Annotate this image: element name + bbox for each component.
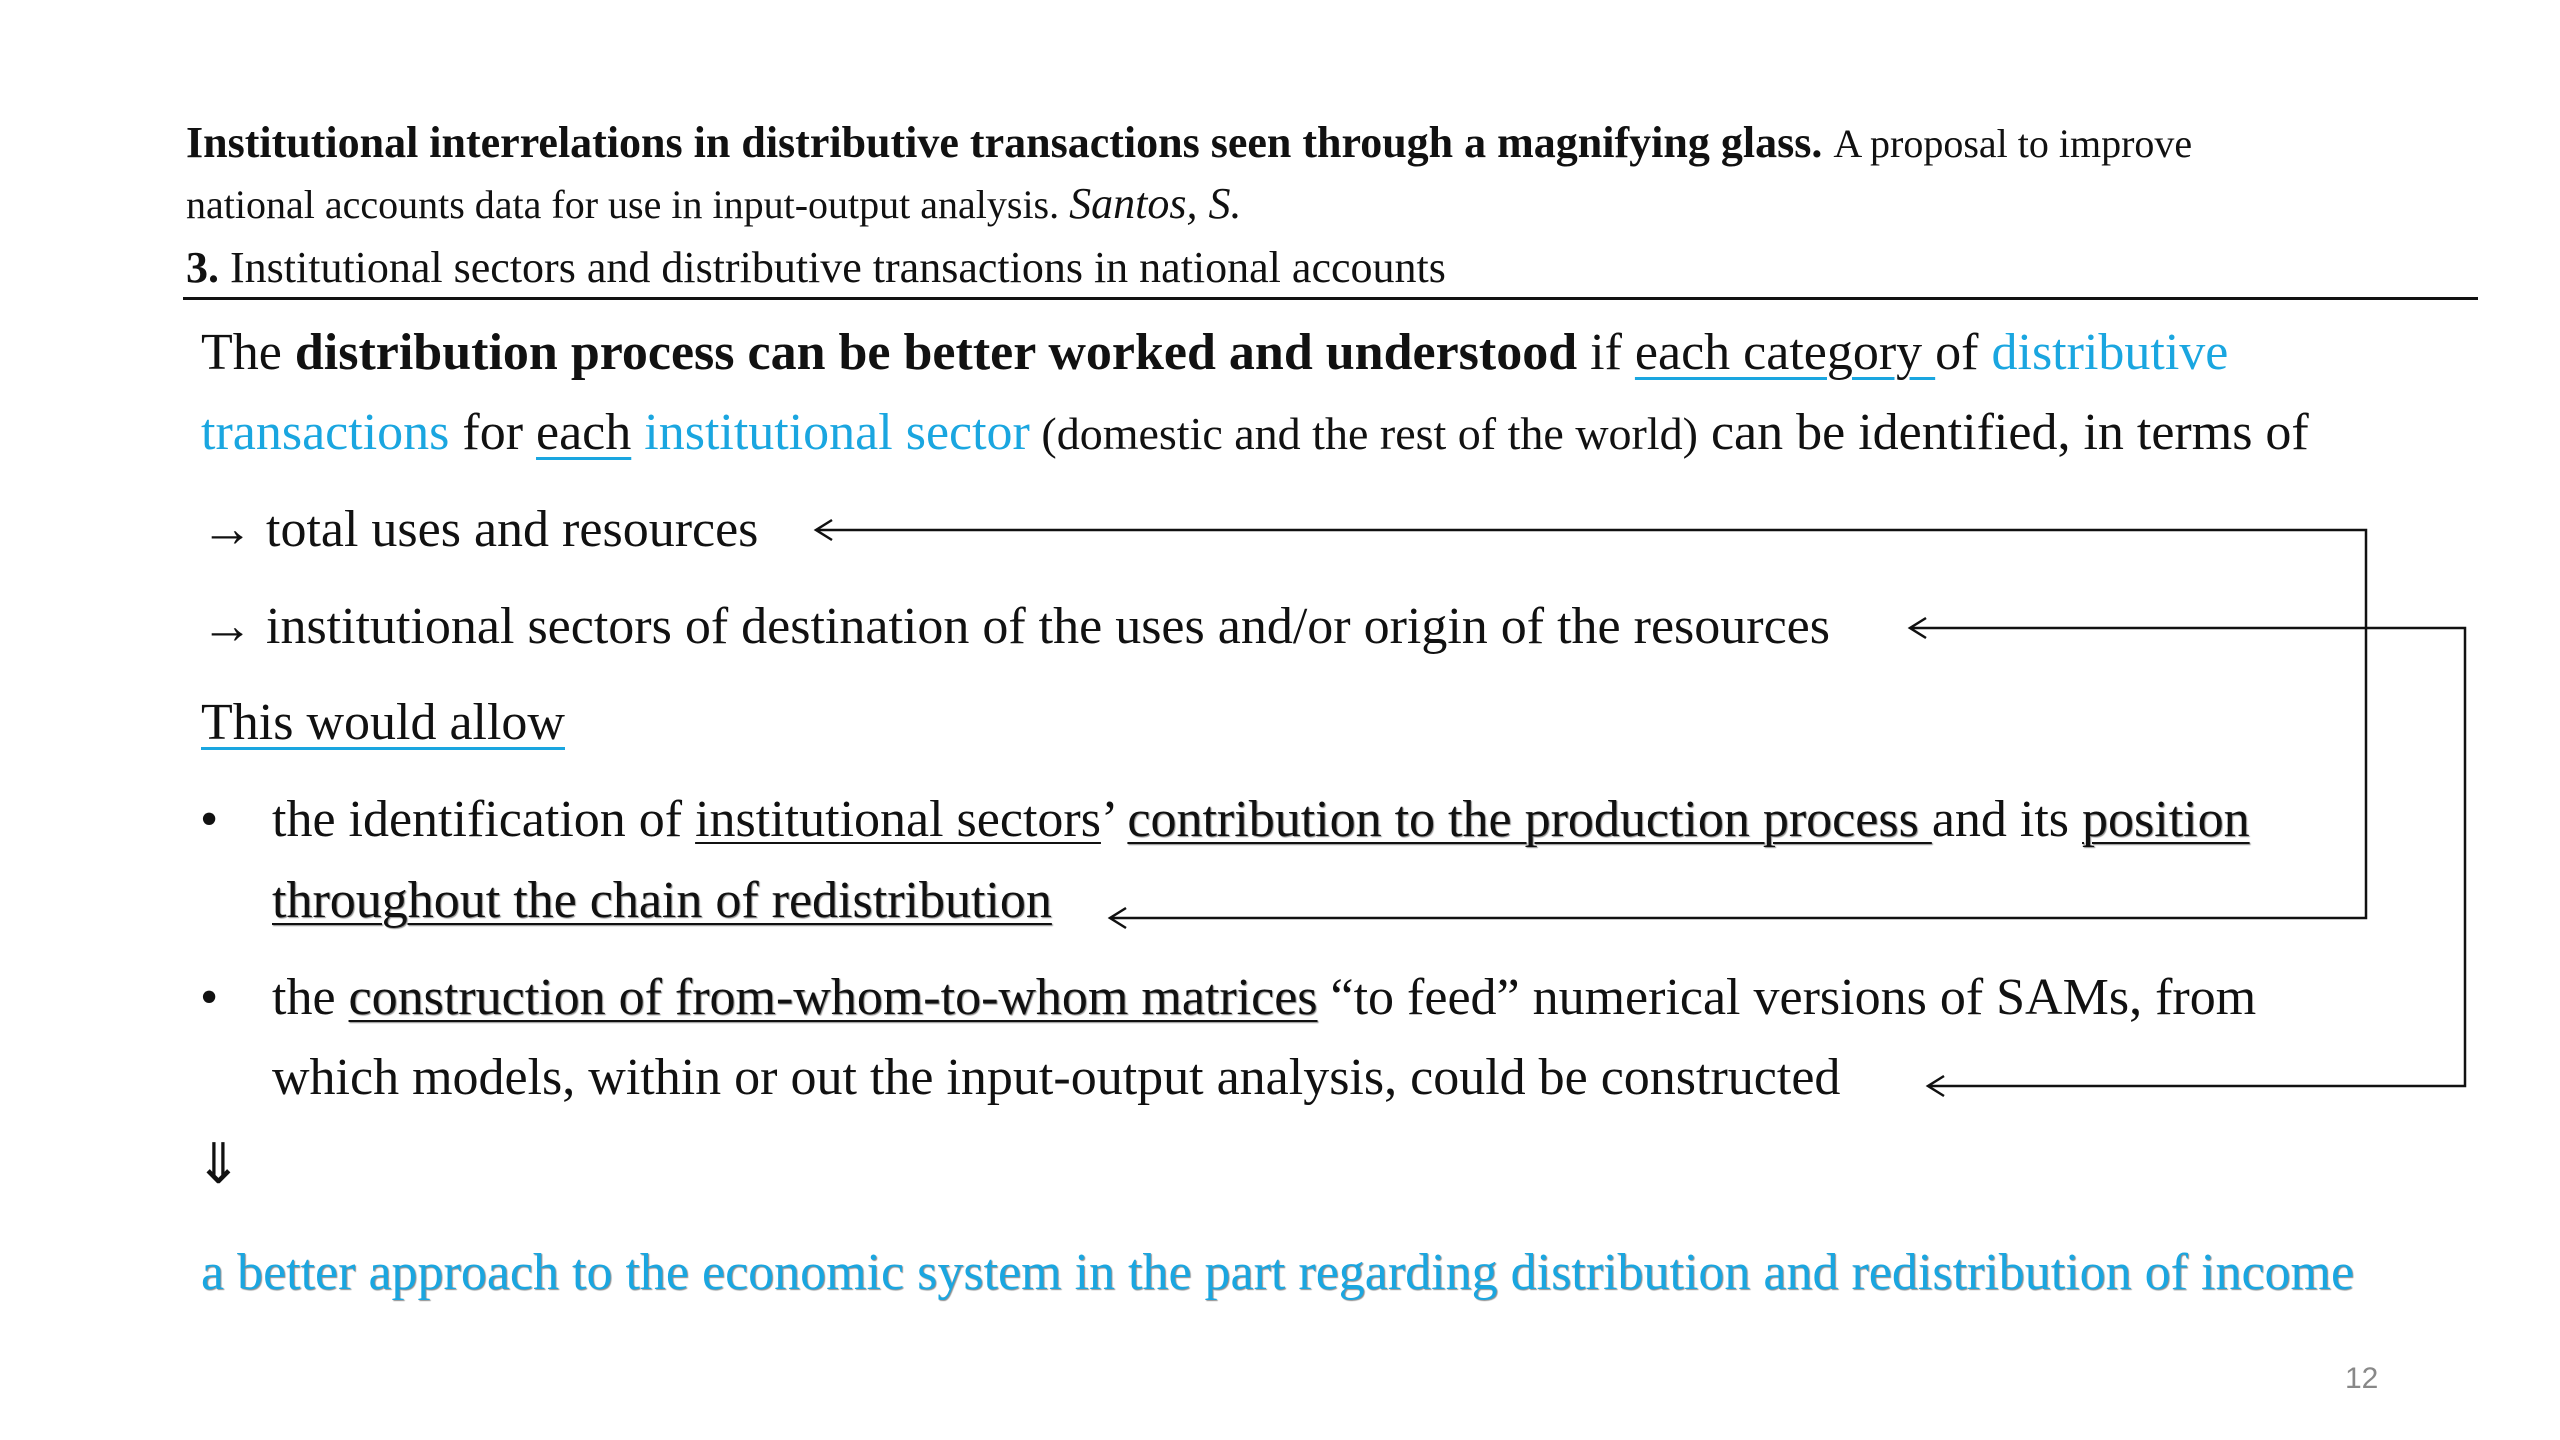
right-arrow-icon: →: [201, 598, 253, 655]
intro-text: for: [449, 404, 537, 461]
bullet-emphasis: position: [2082, 791, 2250, 848]
title-bold: Institutional interrelations in distributive transactions seen through a magnifying glass.: [186, 118, 1823, 167]
intro-highlight: transactions: [201, 404, 450, 461]
down-double-arrow-icon: ⇓: [195, 1132, 242, 1197]
bullet-emphasis: throughout the chain of redistribution: [272, 872, 1052, 929]
bullet1-line-2: [272, 866, 1052, 936]
header-divider: [183, 297, 2478, 300]
intro-text: if: [1577, 324, 1635, 381]
title-rest: A proposal to improve: [1833, 121, 2193, 166]
connector-line: [818, 530, 2366, 918]
arrowhead-icon: [816, 520, 832, 540]
bullet-text: which models, within or out the input-output analysis, could be constructed: [272, 1049, 1841, 1106]
intro-text: of: [1935, 324, 1992, 381]
bullet-text: the: [272, 969, 349, 1026]
intro-line-1: [201, 318, 2228, 388]
arrowhead-icon: [1928, 1076, 1944, 1096]
bullet-emphasis: contribution to the production process: [1127, 791, 1932, 848]
intro-text: can be identified, in terms of: [1697, 404, 2309, 461]
intro-underlined: each: [536, 404, 632, 461]
intro-text: The: [201, 324, 295, 381]
intro-text: [631, 404, 644, 461]
bullet2-line-2: [272, 1043, 1840, 1113]
arrow-item: [201, 592, 1830, 662]
intro-line-2: [201, 398, 2309, 469]
section-title: Institutional sectors and distributive transactions in national accounts: [230, 243, 1446, 292]
intro-bold: distribution process can be better worked and understood: [294, 324, 1578, 381]
page-number: 12: [2345, 1362, 2379, 1395]
bullet-text: the identification of: [272, 791, 696, 848]
bullet-underlined: institutional sectors: [695, 791, 1101, 848]
arrowhead-icon: [1110, 908, 1126, 928]
bullet-text: “to feed” numerical versions of SAMs, from: [1317, 969, 2257, 1026]
bullet-icon: •: [200, 791, 219, 848]
arrow-item-text: institutional sectors of destination of the uses and/or origin of the resources: [266, 598, 1830, 655]
author: Santos, S.: [1069, 179, 1242, 228]
section-heading: [186, 238, 1446, 298]
bullet-icon: •: [200, 969, 219, 1026]
bullet-text: and its: [1931, 791, 2083, 848]
right-arrow-icon: →: [201, 501, 253, 558]
title-rest-2: national accounts data for use in input-output analysis.: [186, 182, 1060, 227]
arrowhead-icon: [1910, 618, 1926, 638]
arrow-item: [201, 495, 758, 565]
allow-heading: This would allow: [201, 694, 565, 751]
intro-highlight: distributive: [1991, 324, 2229, 381]
slide-title: [186, 113, 2192, 174]
arrow-item-text: total uses and resources: [266, 501, 759, 558]
bullet2-line-1: [272, 963, 2256, 1033]
intro-parenthetical: (domestic and the rest of the world): [1029, 408, 1698, 459]
intro-underlined: each category: [1634, 324, 1936, 381]
bullet1-line-1: [272, 785, 2250, 855]
section-number: 3.: [186, 243, 219, 292]
bullet-emphasis: construction of from-whom-to-whom matrices: [348, 969, 1318, 1026]
conclusion: a better approach to the economic system in the part regarding distribution and redistribution of income: [201, 1244, 2355, 1301]
bullet-text: ’: [1100, 791, 1128, 848]
intro-highlight: institutional sector: [644, 404, 1030, 461]
slide-subtitle: [186, 176, 1241, 233]
